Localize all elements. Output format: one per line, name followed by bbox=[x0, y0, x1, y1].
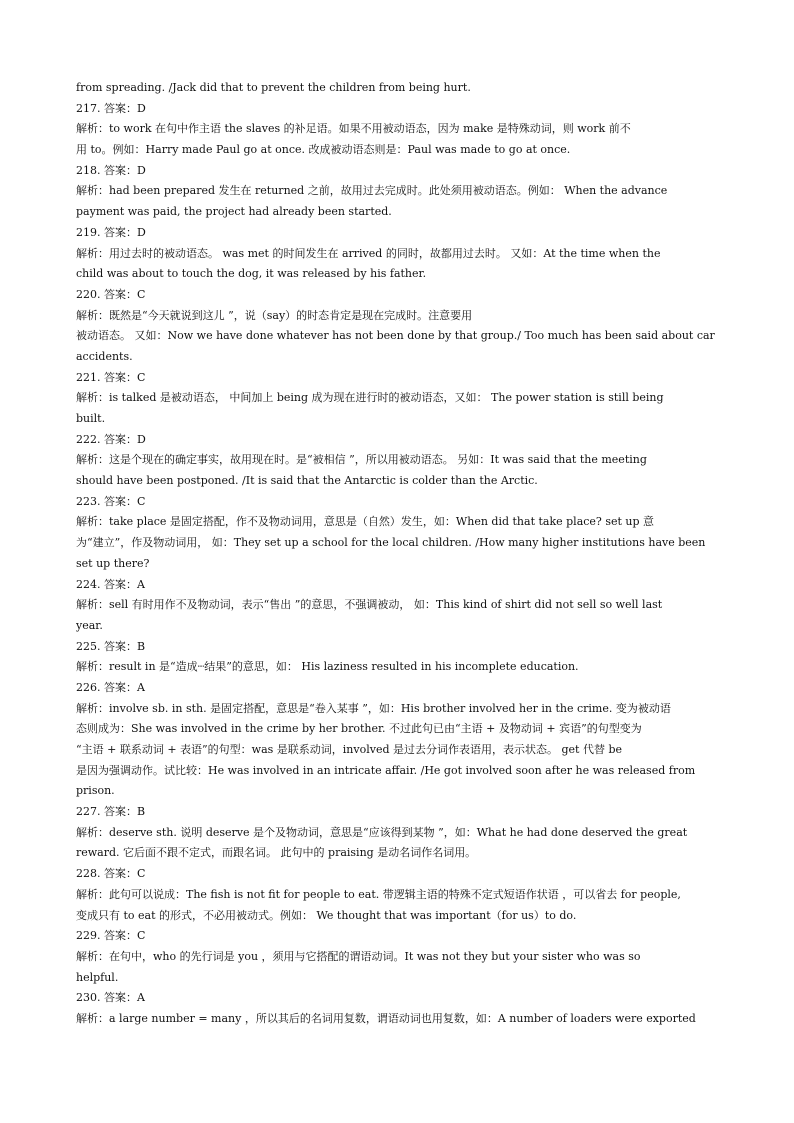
text-line: 221. 答案：C bbox=[76, 370, 146, 384]
text-line: 解析：既然是“今天就说到这儿 ”，说（say）的时态肯定是现在完成时。注意要用 bbox=[76, 308, 473, 322]
text-line: helpful. bbox=[76, 970, 119, 984]
text-line: payment was paid, the project had already been started. bbox=[76, 205, 392, 219]
text-line: 222. 答案：D bbox=[76, 432, 146, 446]
text-line: 解析：take place 是固定搭配，作不及物动词用，意思是（自然）发生，如：When did that take place? set up 意 bbox=[76, 515, 655, 529]
text-line: 解析：to work 在句中作主语 the slaves 的补足语。如果不用被动语态，因为 make 是特殊动词，则 work 前不 bbox=[76, 122, 631, 136]
text-line: child was about to touch the dog, it was released by his father. bbox=[76, 267, 427, 281]
text-line: 230. 答案：A bbox=[76, 991, 145, 1005]
text-line: accidents. bbox=[76, 349, 133, 363]
text-line: should have been postponed. /It is said that the Antarctic is colder than the Arctic. bbox=[76, 474, 538, 488]
text-line: 态则成为：She was involved in the crime by her brother. 不过此句已由“主语 + 及物动词 + 宾语”的句型变为 bbox=[76, 722, 642, 736]
text-line: 224. 答案：A bbox=[76, 577, 145, 591]
text-line: 218. 答案：D bbox=[76, 163, 146, 177]
text-line: 223. 答案：C bbox=[76, 494, 146, 508]
text-line: 变成只有 to eat 的形式，不必用被动式。例如： We thought that was important（for us）to do. bbox=[76, 908, 577, 922]
text-line: 解析：is talked 是被动语态， 中间加上 being 成为现在进行时的被动语态，又如： The power station is still being bbox=[76, 391, 664, 405]
text-line: built. bbox=[76, 412, 106, 425]
text-line: 解析：involve sb. in sth. 是固定搭配，意思是“卷入某事 ”，如：His brother involved her in the crime. 变为被动语 bbox=[76, 701, 671, 715]
text-line: set up there? bbox=[76, 556, 150, 570]
text-line: 解析：a large number = many ，所以其后的名词用复数，谓语动词也用复数，如：A number of loaders were exported bbox=[76, 1011, 696, 1025]
text-line: 被动语态。 又如：Now we have done whatever has not been done by that group./ Too much has been said about car bbox=[76, 329, 715, 343]
text-line: 是因为强调动作。试比较：He was involved in an intricate affair. /He got involved soon after he was released from bbox=[76, 763, 696, 777]
text-line: 解析：result in 是“造成┈结果”的意思，如： His laziness resulted in his incomplete education. bbox=[76, 660, 579, 674]
text-line: 用 to。例如：Harry made Paul go at once. 改成被动语态则是：Paul was made to go at once. bbox=[76, 143, 571, 157]
text-line: 解析：此句可以说成：The fish is not fit for people to eat. 带逻辑主语的特殊不定式短语作状语 ，可以省去 for people, bbox=[76, 887, 681, 901]
text-line: 为“建立”，作及物动词用， 如：They set up a school for the local children. /How many higher institutions have been bbox=[76, 536, 706, 550]
text-line: 219. 答案：D bbox=[76, 225, 146, 239]
text-line: 解析：用过去时的被动语态。 was met 的时间发生在 arrived 的同时，故都用过去时。 又如：At the time when the bbox=[76, 246, 661, 260]
text-line: year. bbox=[76, 618, 103, 632]
text-line: 解析：sell 有时用作不及物动词，表示“售出 ”的意思，不强调被动， 如：This kind of shirt did not sell so well last bbox=[76, 598, 663, 612]
text-line: from spreading. /Jack did that to prevent the children from being hurt. bbox=[76, 81, 471, 94]
text-line: 226. 答案：A bbox=[76, 680, 145, 694]
text-line: 228. 答案：C bbox=[76, 867, 146, 881]
text-line: 225. 答案：B bbox=[76, 639, 146, 653]
text-line: 220. 答案：C bbox=[76, 287, 146, 301]
text-line: “主语 + 联系动词 + 表语”的句型：was 是联系动词，involved 是过去分词作表语用，表示状态。 get 代替 be bbox=[76, 743, 623, 756]
text-line: 229. 答案：C bbox=[76, 929, 146, 943]
document-body bbox=[76, 78, 726, 1030]
text-line: 217. 答案：D bbox=[76, 101, 146, 115]
text-line: 解析：had been prepared 发生在 returned 之前，故用过去完成时。此处须用被动语态。例如： When the advance bbox=[76, 184, 668, 198]
text-line: 解析：在句中，who 的先行词是 you ，须用与它搭配的谓语动词。It was not they but your sister who was so bbox=[76, 949, 641, 963]
text-line: prison. bbox=[76, 784, 115, 798]
text-line: 解析：这是个现在的确定事实，故用现在时。是“被相信 ”，所以用被动语态。 另如：It was said that the meeting bbox=[76, 453, 647, 467]
text-line: reward. 它后面不跟不定式，而跟名词。 此句中的 praising 是动名词作名词用。 bbox=[76, 846, 477, 860]
text-line: 解析：deserve sth. 说明 deserve 是个及物动词，意思是“应该得到某物 ”，如：What he had done deserved the great bbox=[76, 825, 688, 839]
text-line: 227. 答案：B bbox=[76, 805, 146, 819]
